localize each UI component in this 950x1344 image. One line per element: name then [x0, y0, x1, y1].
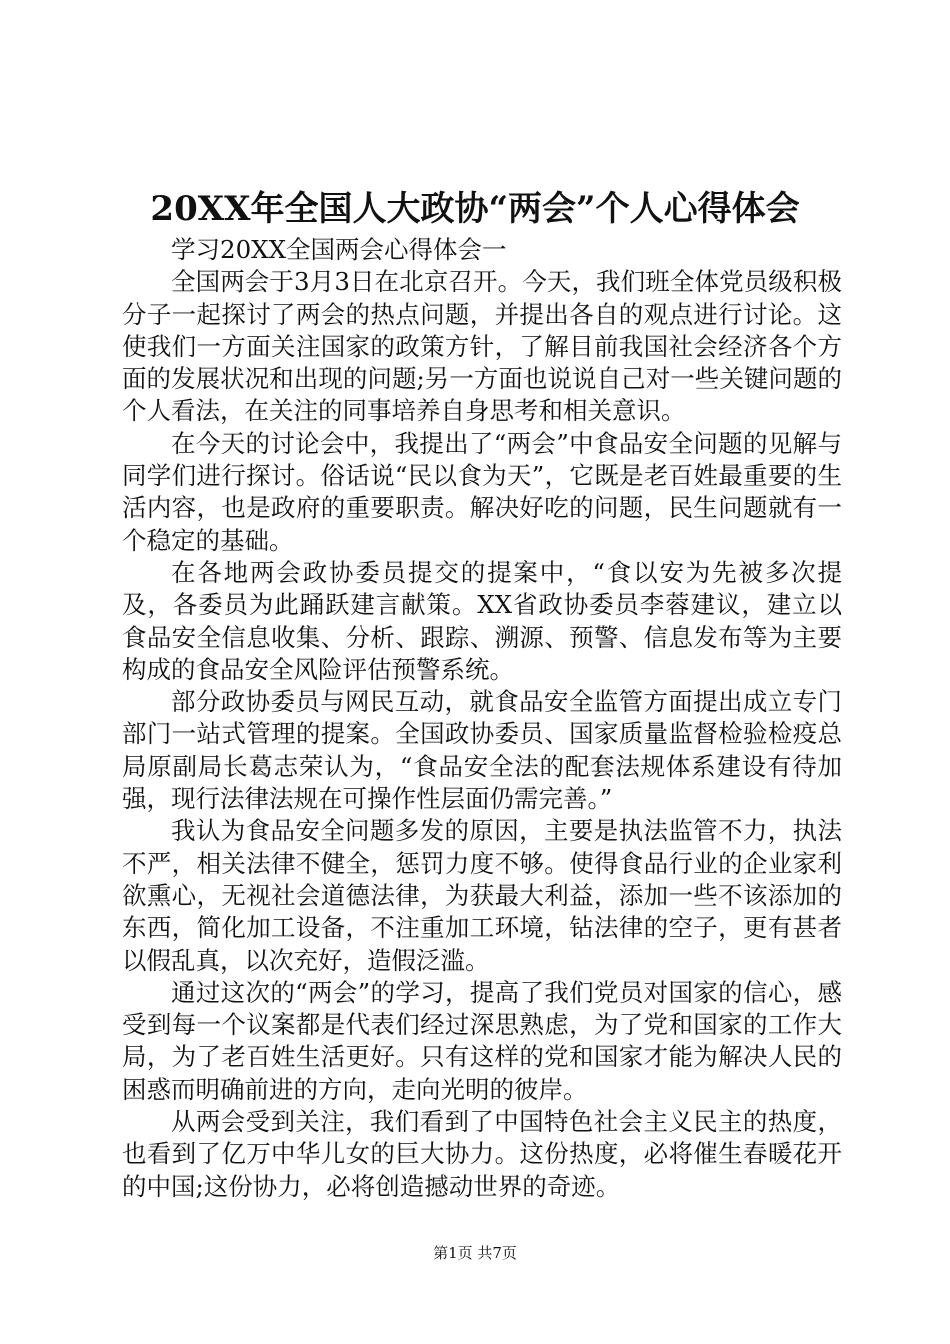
paragraph: 我认为食品安全问题多发的原因，主要是执法监管不力，执法不严，相关法律不健全，惩罚力度不够。使得食品行业的企业家利欲熏心，无视社会道德法律，为获最大利益，添加一些不该添加的东西，简化加工设备，不注重加工环境，钻法律的空子，更有甚者以假乱真，以次充好，造假泛滥。	[122, 816, 842, 975]
page-number: 第1页 共7页	[433, 1244, 517, 1262]
paragraph: 通过这次的“两会”的学习，提高了我们党员对国家的信心，感受到每一个议案都是代表们经过深思熟虑，为了党和国家的工作大局，为了老百姓生活更好。只有这样的党和国家才能为解决人民的困惑而明确前进的方向，走向光明的彼岸。	[122, 977, 842, 1104]
document-body	[122, 234, 842, 1203]
paragraph: 在各地两会政协委员提交的提案中，“食以安为先被多次提及，各委员为此踊跃建言献策。XX省政协委员李蓉建议，建立以食品安全信息收集、分析、跟踪、溯源、预警、信息发布等为主要构成的食品安全风险评估预警系统。	[122, 557, 842, 684]
document-title: 20XX年全国人大政协“两会”个人心得体会	[150, 189, 800, 229]
paragraph: 在今天的讨论会中，我提出了“两会”中食品安全问题的见解与同学们进行探讨。俗话说“民以食为天”，它既是老百姓最重要的生活内容，也是政府的重要职责。解决好吃的问题，民生问题就有一个稳定的基础。	[122, 428, 842, 555]
paragraph: 部分政协委员与网民互动，就食品安全监管方面提出成立专门部门一站式管理的提案。全国政协委员、国家质量监督检验检疫总局原副局长葛志荣认为，“食品安全法的配套法规体系建设有待加强，现行法律法规在可操作性层面仍需完善。”	[122, 687, 842, 814]
subtitle: 学习20XX全国两会心得体会一	[171, 235, 507, 264]
paragraph: 全国两会于3月3日在北京召开。今天，我们班全体党员级积极分子一起探讨了两会的热点问题，并提出各自的观点进行讨论。这使我们一方面关注国家的政策方针，了解目前我国社会经济各个方面的发展状况和出现的问题;另一方面也说说自己对一些关键问题的个人看法，在关注的同事培养自身思考和相关意识。	[122, 267, 842, 426]
paragraph: 从两会受到关注，我们看到了中国特色社会主义民主的热度，也看到了亿万中华儿女的巨大协力。这份热度，必将催生春暖花开的中国;这份协力，必将创造撼动世界的奇迹。	[122, 1107, 842, 1201]
